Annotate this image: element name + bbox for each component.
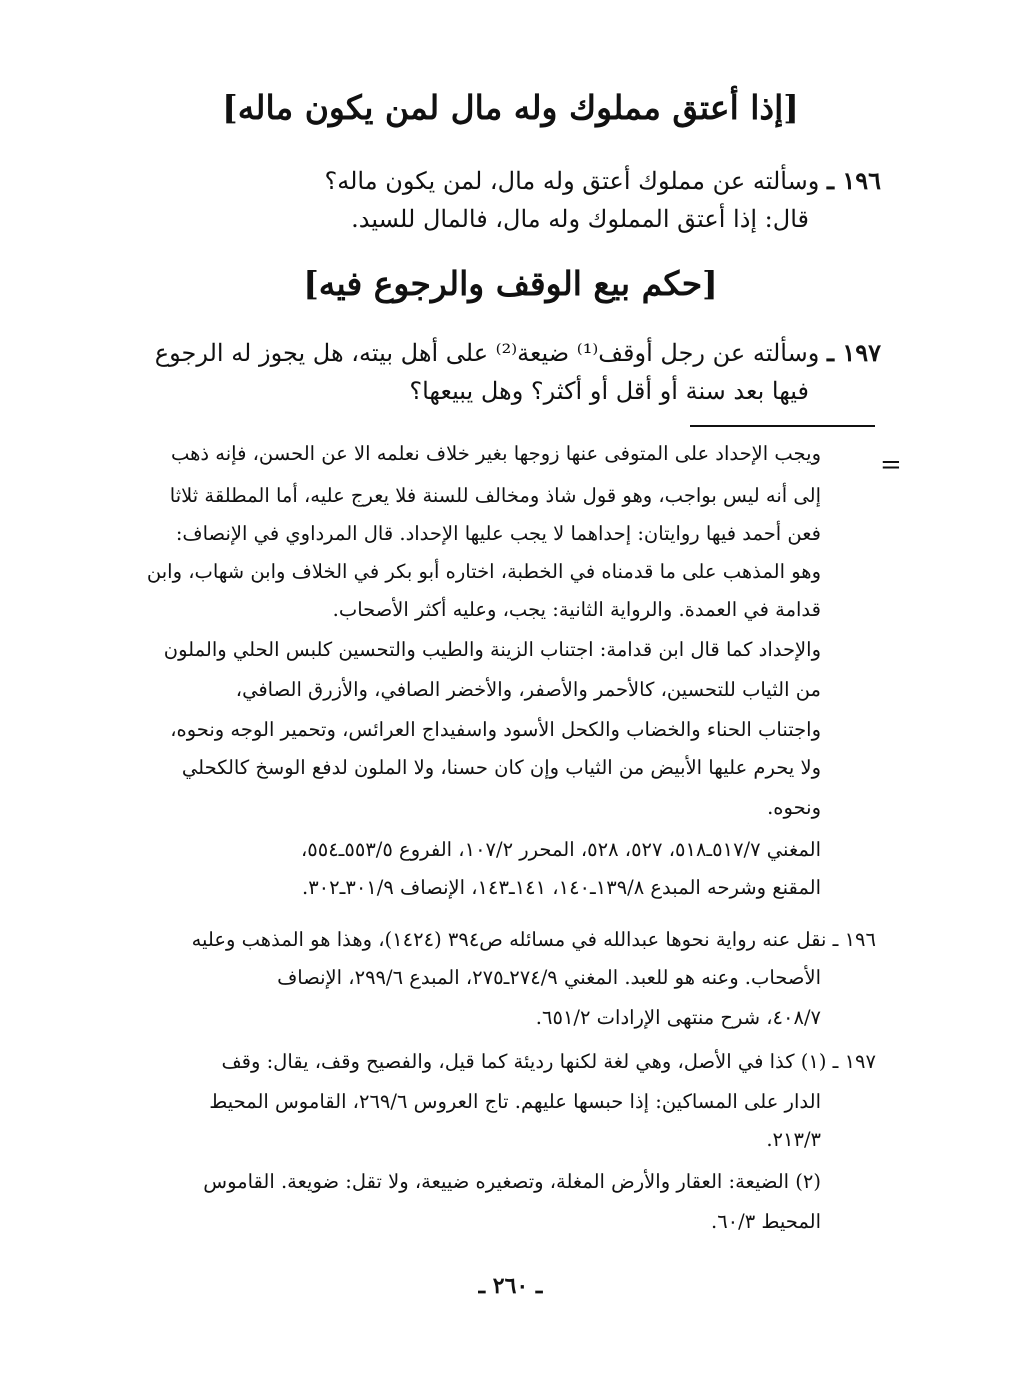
section-heading-waqf-sale: [حكم بيع الوقف والرجوع فيه] <box>303 264 718 303</box>
note-197-line: ١٩٧ ـ (١) كذا في الأصل، وهي لغة لكنها رديئة كما قيل، والفصيح وقف، يقال: وقف <box>221 1050 876 1073</box>
note-197-line: ٢١٣/٣. <box>766 1128 821 1151</box>
note-prev-reference: المغني ٥١٧/٧ـ٥١٨، ٥٢٧، ٥٢٨، المحرر ١٠٧/٢، الفروع ٥٥٣/٥ـ٥٥٤، <box>300 838 821 861</box>
question-196-text-1: وسألته عن مملوك أعتق وله مال، لمن يكون ماله؟ <box>324 167 820 195</box>
note-prev-line: إلى أنه ليس بواجب، وهو قول شاذ ومخالف للسنة فلا يعرج عليه، أما المطلقة ثلاثا <box>169 484 821 507</box>
section-heading-freed-slave-property: [إذا أعتق مملوك وله مال لمن يكون ماله] <box>222 88 799 127</box>
question-196-line-1 <box>325 164 881 198</box>
note-prev-line: والإحداد كما قال ابن قدامة: اجتناب الزينة والطيب والتحسين كلبس الحلي والملون <box>163 638 821 661</box>
note-prev-line: قدامة في العمدة. والرواية الثانية: يجب، وعليه أكثر الأصحاب. <box>332 598 821 621</box>
note-prev-line: فعن أحمد فيها روايتان: إحداهما لا يجب عليها الإحداد. قال المرداوي في الإنصاف: <box>175 522 821 545</box>
note-prev-line: ولا يحرم عليها الأبيض من الثياب وإن كان حسنا، ولا الملون لدفع الوسخ كالكحلي <box>181 756 821 779</box>
question-197-line-2: فيها بعد سنة أو أقل أو أكثر؟ وهل يبيعها؟ <box>409 377 809 405</box>
question-197-text-1: وسألته عن رجل أوقف⁽¹⁾ ضيعة⁽²⁾ على أهل بيته، هل يجوز له الرجوع <box>154 339 820 367</box>
note-197-line: المحيط ٦٠/٣. <box>710 1210 821 1233</box>
note-prev-line: وهو المذهب على ما قدمناه في الخطبة، اختاره أبو بكر في الخلاف وابن شهاب، وابن <box>146 560 821 583</box>
note-196-line: ٤٠٨/٧، شرح منتهى الإرادات ٦٥١/٢. <box>535 1006 821 1029</box>
note-196-line: ١٩٦ ـ نقل عنه رواية نحوها عبدالله في مسائله ص٣٩٤ (١٤٢٤)، وهذا هو المذهب وعليه <box>191 928 876 951</box>
footnote-separator <box>690 425 875 427</box>
question-196-number: ١٩٦ ـ <box>826 166 881 195</box>
question-197-line-1 <box>155 336 881 370</box>
question-196-line-2: قال: إذا أعتق المملوك وله مال، فالمال للسيد. <box>351 205 809 233</box>
question-197-number: ١٩٧ ـ <box>826 338 881 367</box>
note-196-line: الأصحاب. وعنه هو للعبد. المغني ٢٧٤/٩ـ٢٧٥، المبدع ٢٩٩/٦، الإنصاف <box>277 966 821 989</box>
note-prev-line: ويجب الإحداد على المتوفى عنها زوجها بغير خلاف نعلمه الا عن الحسن، فإنه ذهب <box>170 442 821 465</box>
note-prev-line: واجتناب الحناء والخضاب والكحل الأسود واسفيداج العرائس، وتحمير الوجه ونحوه، <box>170 718 821 741</box>
page-number: ـ ٢٦٠ ـ <box>478 1273 543 1299</box>
continuation-mark: = <box>880 450 902 480</box>
note-197-line: (٢) الضيعة: العقار والأرض المغلة، وتصغيره ضييعة، ولا تقل: ضويعة. القاموس <box>203 1170 821 1193</box>
note-prev-line: ونحوه. <box>767 796 821 819</box>
note-197-line: الدار على المساكين: إذا حبسها عليهم. تاج العروس ٢٦٩/٦، القاموس المحيط <box>209 1090 821 1113</box>
note-prev-reference: المقنع وشرحه المبدع ١٣٩/٨ـ١٤٠، ١٤١ـ١٤٣، الإنصاف ٣٠١/٩ـ٣٠٢. <box>302 876 821 899</box>
note-prev-line: من الثياب للتحسين، كالأحمر والأصفر، والأخضر الصافي، والأزرق الصافي، <box>235 678 821 701</box>
